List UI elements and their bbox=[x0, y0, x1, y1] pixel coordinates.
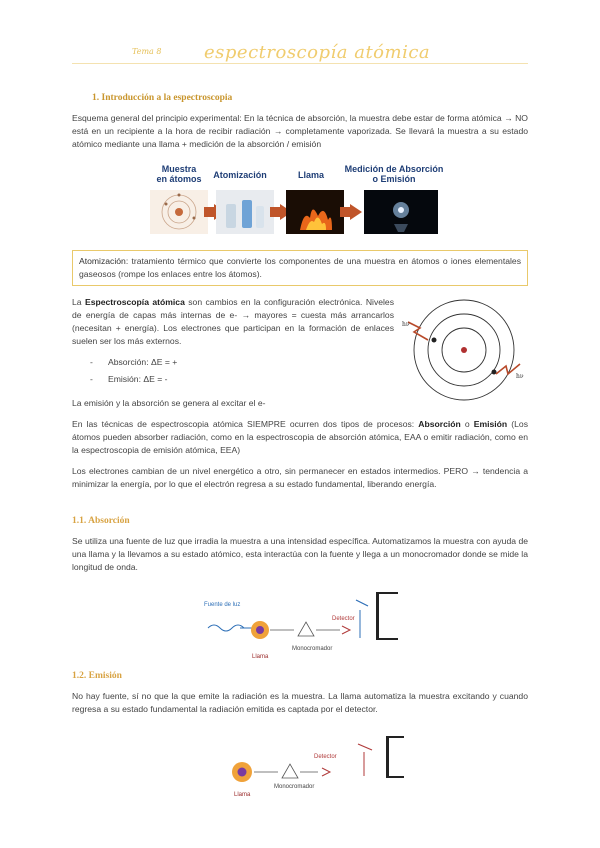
flow-label-llama: Llama bbox=[297, 170, 324, 180]
atom-sample-image bbox=[150, 190, 208, 234]
emission-paragraph: No hay fuente, sí no que la que emite la radiación es la muestra. La llama automatiza la muestra excitando y cuando regresa a su estado fundamental la radiación emitida es captada por el detector. bbox=[72, 691, 528, 714]
hv-out-label: hν bbox=[516, 373, 524, 380]
emission-diagram bbox=[228, 732, 412, 800]
definition-box bbox=[72, 250, 528, 286]
detector-label: Detector bbox=[314, 754, 337, 760]
absorption-paragraph: Se utiliza una fuente de luz que irradia la muestra a una intensidad específica. Automatizamos la muestra con ayuda de una llama y la llevamos a su estado atómico, esta interactúa con la fuente y llega a un monocromador donde se mide la longitud de onda. bbox=[72, 536, 528, 572]
techniques-paragraph: En las técnicas de espectroscopia atómica SIEMPRE ocurren dos tipos de procesos: Absorción o Emisión (Los átomos pueden absorber radiación, como en la espectroscopia de absorción atómica, EAA o emitir radiación, como en la espectroscopia de emisión atómica, EEA) bbox=[72, 419, 528, 455]
definition-term: Atomización bbox=[79, 256, 126, 266]
emission-heading: 1.2. Emisión bbox=[72, 671, 122, 681]
electrons-paragraph: Los electrones cambian de un nivel energético a otro, sin permanecer en estados intermedios. PERO → tendencia a minimizar la energía, por lo que el electrón regresa a su estado fundamental, liberando energía. bbox=[72, 466, 528, 489]
list-item: - Absorción: ΔE = + bbox=[90, 357, 178, 367]
flame-label: Llama bbox=[234, 792, 251, 798]
flame-label: Llama bbox=[252, 654, 269, 660]
atomic-paragraph: La Espectroscopía atómica son cambios en la configuración electrónica. Niveles de energía de capas más internas de e- → mayores = cuesta más arrancarlos (necesitan + energía). Los electrones que participan en la formación de enlaces suelen ser los más externos. bbox=[72, 297, 395, 346]
header-divider bbox=[72, 63, 528, 64]
absorption-heading: 1.1. Absorción bbox=[72, 516, 130, 526]
list-item: - Emisión: ΔE = - bbox=[90, 374, 168, 384]
flow-label-medicion: Medición de Absorción o Emisión bbox=[344, 164, 444, 184]
source-label: Fuente de luz bbox=[204, 602, 241, 608]
flow-arrow-3 bbox=[350, 204, 362, 220]
flow-label-muestra: Muestra en átomos bbox=[156, 164, 202, 184]
header-tag: Tema 8 bbox=[132, 47, 162, 56]
excite-paragraph: La emisión y la absorción se genera al excitar el e- bbox=[72, 398, 266, 408]
section-heading: 1. Introducción a la espectroscopia bbox=[92, 93, 233, 103]
atom-energy-diagram bbox=[398, 294, 530, 404]
monochromator-label: Monocromador bbox=[292, 646, 333, 652]
monochromator-label: Monocromador bbox=[274, 784, 315, 790]
page-title: espectroscopía atómica bbox=[204, 42, 431, 63]
flow-label-atomizacion: Atomización bbox=[213, 170, 267, 180]
atomization-image bbox=[216, 190, 274, 234]
hv-in-label: hν bbox=[402, 321, 410, 328]
absorption-diagram bbox=[200, 584, 410, 666]
intro-paragraph: Esquema general del principio experimental: En la técnica de absorción, la muestra debe estar de forma atómica → NO está en un recipiente a la hora de recibir radiación → completamente vaporizada. Se llevará la muestra a su estado atómico mediante una llama + medición de la absorción / emisión bbox=[72, 113, 528, 149]
measurement-image bbox=[364, 190, 438, 234]
definition-text: : tratamiento térmico que convierte los componentes de una muestra en átomos o iones elementales gaseosos (rompe los enlaces entre los átomos). bbox=[79, 256, 521, 279]
process-flow bbox=[150, 164, 450, 236]
detector-label: Detector bbox=[332, 616, 355, 622]
flame-image bbox=[286, 190, 344, 234]
